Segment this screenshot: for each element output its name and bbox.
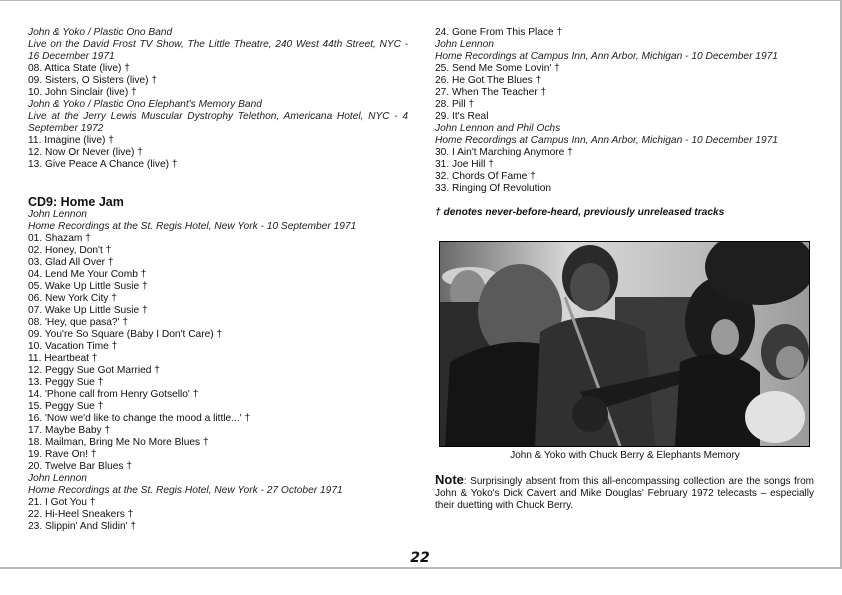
- track-item: 18. Mailman, Bring Me No More Blues †: [28, 437, 209, 448]
- track-item: 06. New York City †: [28, 293, 117, 304]
- track-item: 32. Chords Of Fame †: [435, 171, 536, 182]
- track-item: 07. Wake Up Little Susie †: [28, 305, 148, 316]
- artist-line: John Lennon: [28, 209, 87, 220]
- track-item: 13. Peggy Sue †: [28, 377, 104, 388]
- photo-caption: John & Yoko with Chuck Berry & Elephants Memory: [510, 450, 740, 461]
- left-column: [28, 27, 408, 533]
- track-item: 04. Lend Me Your Comb †: [28, 269, 147, 280]
- track-item: 28. Pill †: [435, 99, 475, 110]
- right-column: [435, 27, 815, 219]
- track-item: 31. Joe Hill †: [435, 159, 494, 170]
- track-item: 08. Attica State (live) †: [28, 63, 130, 74]
- track-item: 29. It's Real: [435, 111, 489, 122]
- track-item: 10. Vacation Time †: [28, 341, 118, 352]
- track-item: 13. Give Peace A Chance (live) †: [28, 159, 178, 170]
- track-item: 24. Gone From This Place †: [435, 27, 563, 38]
- track-item: 05. Wake Up Little Susie †: [28, 281, 148, 292]
- track-item: 27. When The Teacher †: [435, 87, 547, 98]
- note-paragraph: [435, 474, 814, 512]
- track-item: 25. Send Me Some Lovin' †: [435, 63, 560, 74]
- cd-heading: CD9: Home Jam: [28, 195, 124, 209]
- artist-line: John Lennon and Phil Ochs: [435, 123, 561, 134]
- track-list: [28, 63, 408, 99]
- track-item: 10. John Sinclair (live) †: [28, 87, 137, 98]
- track-item: 12. Peggy Sue Got Married †: [28, 365, 160, 376]
- track-item: 09. Sisters, O Sisters (live) †: [28, 75, 158, 86]
- venue-line: Live at the Jerry Lewis Muscular Dystrophy Telethon, Americana Hotel, NYC - 4 September 1972: [28, 111, 408, 134]
- venue-line: Home Recordings at the St. Regis Hotel, New York - 10 September 1971: [28, 221, 357, 232]
- track-item: 16. 'Now we'd like to change the mood a little...' †: [28, 413, 251, 424]
- track-item: 30. I Ain't Marching Anymore †: [435, 147, 573, 158]
- track-list: [435, 147, 815, 195]
- track-item: 14. 'Phone call from Henry Gotsello' †: [28, 389, 199, 400]
- track-item: 17. Maybe Baby †: [28, 425, 111, 436]
- track-item: 21. I Got You †: [28, 497, 96, 508]
- page-number: 22: [410, 550, 430, 566]
- track-item: 11. Heartbeat †: [28, 353, 98, 364]
- track-item: 02. Honey, Don't †: [28, 245, 112, 256]
- track-item: 26. He Got The Blues †: [435, 75, 542, 86]
- track-item: 22. Hi-Heel Sneakers †: [28, 509, 134, 520]
- dagger-legend: † denotes never-before-heard, previously unreleased tracks: [435, 207, 725, 218]
- track-item: 15. Peggy Sue †: [28, 401, 104, 412]
- track-item: 09. You're So Square (Baby I Don't Care) †: [28, 329, 223, 340]
- artist-line: John Lennon: [28, 473, 87, 484]
- track-list: [28, 233, 408, 473]
- track-item: 19. Rave On! †: [28, 449, 97, 460]
- track-list: [28, 497, 408, 533]
- track-item: 01. Shazam †: [28, 233, 91, 244]
- artist-line: John & Yoko / Plastic Ono Elephant's Memory Band: [28, 99, 262, 110]
- venue-line: Home Recordings at Campus Inn, Ann Arbor, Michigan - 10 December 1971: [435, 135, 778, 146]
- note-text: : Surprisingly absent from this all-encompassing collection are the songs from John & Yoko's Dick Cavert and Mike Douglas' February 1972 telecasts – especially their duetting with Chuck Berry.: [435, 476, 814, 511]
- venue-line: Home Recordings at Campus Inn, Ann Arbor, Michigan - 10 December 1971: [435, 51, 778, 62]
- track-item: 33. Ringing Of Revolution: [435, 183, 552, 194]
- track-list: [435, 63, 815, 123]
- artist-line: John & Yoko / Plastic Ono Band: [28, 27, 173, 38]
- track-item: 11. Imagine (live) †: [28, 135, 114, 146]
- track-item: 23. Slippin' And Slidin' †: [28, 521, 137, 532]
- band-photo: [439, 241, 810, 447]
- track-item: 08. 'Hey, que pasa?' †: [28, 317, 128, 328]
- track-item: 20. Twelve Bar Blues †: [28, 461, 133, 472]
- track-list: [28, 135, 408, 171]
- note-label: Note: [435, 472, 464, 487]
- photo-illustration: [440, 242, 809, 446]
- artist-line: John Lennon: [435, 39, 494, 50]
- track-item: 03. Glad All Over †: [28, 257, 114, 268]
- venue-line: Live on the David Frost TV Show, The Little Theatre, 240 West 44th Street, NYC - 16 December 1971: [28, 39, 408, 62]
- track-item: 12. Now Or Never (live) †: [28, 147, 143, 158]
- venue-line: Home Recordings at the St. Regis Hotel, New York - 27 October 1971: [28, 485, 343, 496]
